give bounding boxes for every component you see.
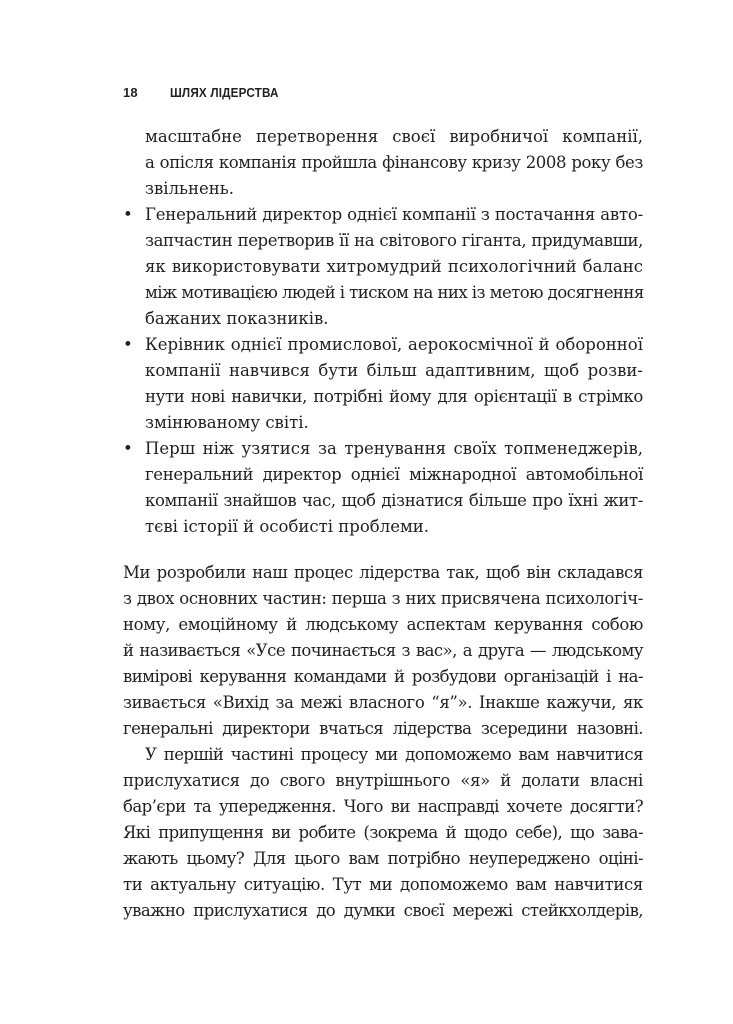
text-line: тєві історії й особисті проблеми.	[145, 517, 430, 536]
text-line: генеральні директори вчаться лідерства зсередини назовні.	[123, 719, 643, 738]
page-number: 18	[123, 85, 138, 100]
paragraph	[123, 742, 643, 924]
text-line: як використовувати хитромудрий психологічний баланс	[145, 257, 643, 276]
text-line: бар’єри та упередження. Чого ви насправді хочете досягти?	[123, 797, 643, 816]
text-line: Генеральний директор однієї компанії з постачання авто-	[145, 205, 643, 224]
book-title: ШЛЯХ ЛІДЕРСТВА	[170, 85, 279, 100]
text-line: компанії навчився бути більш адаптивним, щоб розви-	[145, 361, 643, 380]
text-line: між мотивацією людей і тиском на них із метою досягнення	[145, 283, 644, 302]
text-line: Керівник однієї промислової, аерокосмічної й оборонної	[145, 335, 643, 354]
text-line: змінюваному світі.	[145, 413, 309, 432]
continuation-block	[123, 124, 643, 202]
text-line: ному, емоційному й людському аспектам керування собою	[123, 615, 643, 634]
text-line: звільнень.	[145, 179, 235, 198]
running-head	[123, 85, 291, 100]
bullet-marker: •	[123, 205, 133, 224]
paragraph-spacer	[123, 540, 643, 560]
text-line: прислухатися до свого внутрішнього «я» й долати власні	[123, 771, 643, 790]
text-line: уважно прислухатися до думки своєї мережі стейкхолдерів,	[123, 901, 643, 920]
bullet-item	[123, 332, 643, 436]
text-line: а опісля компанія пройшла фінансову кризу 2008 року без	[145, 153, 643, 172]
text-line: Ми розробили наш процес лідерства так, щоб він складався	[123, 563, 643, 582]
text-line: Перш ніж узятися за тренування своїх топменеджерів,	[145, 439, 643, 458]
text-line: генеральний директор однієї міжнародної автомобільної	[145, 465, 643, 484]
text-line: й називається «Усе починається з вас», а друга — людському	[123, 641, 643, 660]
text-line: з двох основних частин: перша з них присвячена психологіч-	[123, 589, 643, 608]
bullet-item	[123, 202, 643, 332]
text-line: вимірові керування командами й розбудови організацій і на-	[123, 667, 643, 686]
text-line: масштабне перетворення своєї виробничої компанії,	[145, 127, 643, 146]
body-text	[123, 124, 643, 924]
text-line: У першій частині процесу ми допоможемо вам навчитися	[145, 745, 643, 764]
bullet-marker: •	[123, 439, 133, 458]
paragraph	[123, 560, 643, 742]
text-line: компанії знайшов час, щоб дізнатися більше про їхні жит-	[145, 491, 643, 510]
bullet-marker: •	[123, 335, 133, 354]
text-line: запчастин перетворив її на світового гіганта, придумавши,	[145, 231, 643, 250]
bullet-item	[123, 436, 643, 540]
text-line: нути нові навички, потрібні йому для орієнтації в стрімко	[145, 387, 643, 406]
text-line: зивається «Вихід за межі власного “я”». Інакше кажучи, як	[123, 693, 643, 712]
text-line: ти актуальну ситуацію. Тут ми допоможемо вам навчитися	[123, 875, 643, 894]
text-line: Які припущення ви робите (зокрема й щодо себе), що зава-	[123, 823, 643, 842]
text-line: жають цьому? Для цього вам потрібно неупереджено оціні-	[123, 849, 643, 868]
text-line: бажаних показників.	[145, 309, 329, 328]
